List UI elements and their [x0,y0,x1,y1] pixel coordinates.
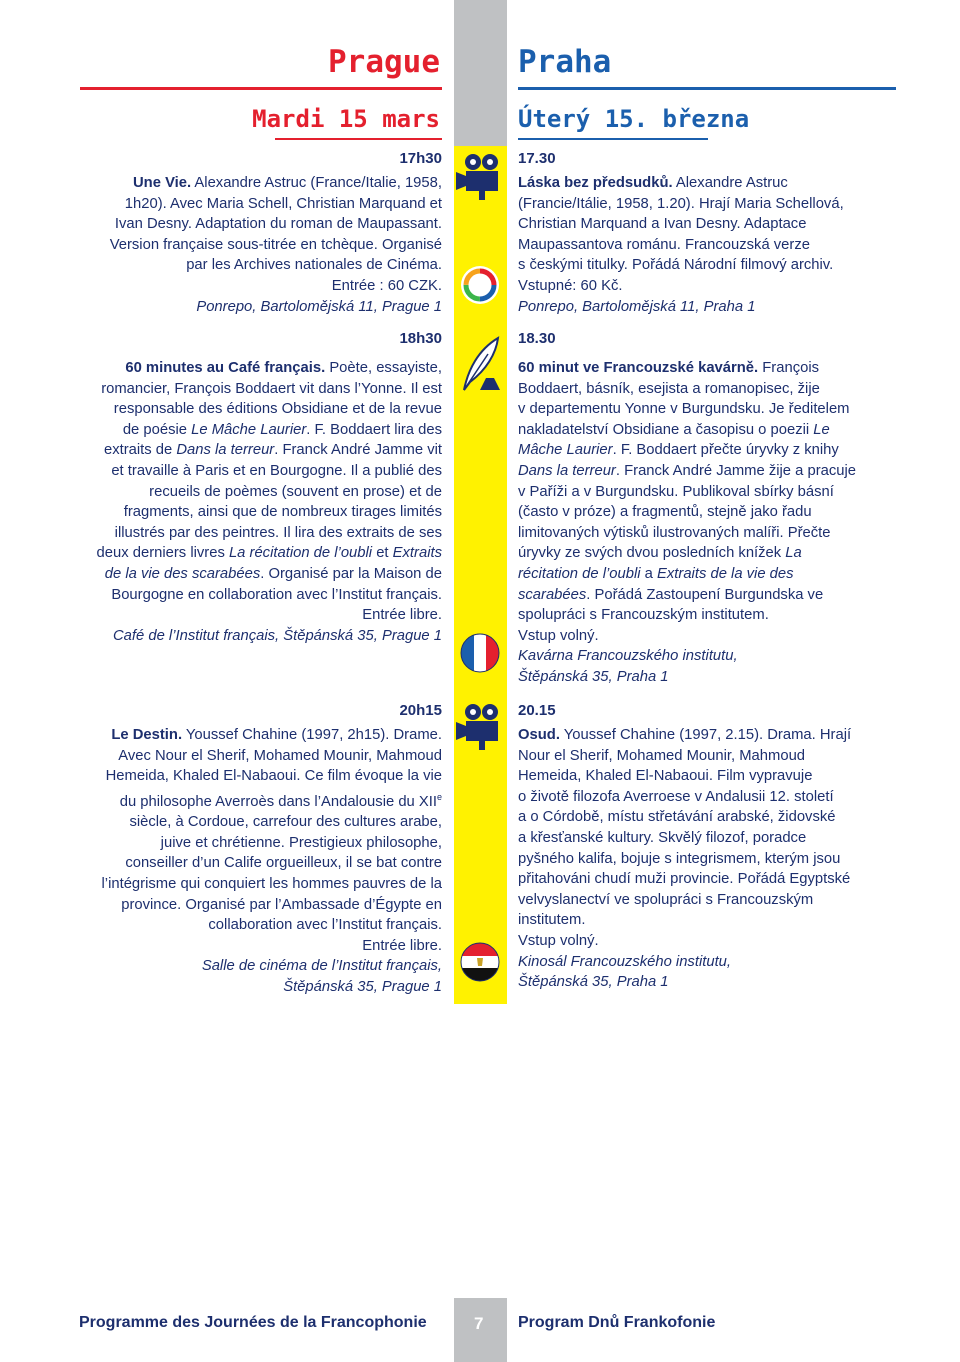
text-line [60,833,442,854]
text-run: Ponrepo, Bartolomějská 11, Prague 1 [196,298,442,315]
film-camera-icon [456,702,508,755]
text-run: conseiller d’un Calife orgueilleux, il se bat contre [125,855,442,872]
text-run: Boddaert, básník, esejista a romanopisec, žije [518,380,820,397]
text-line [60,564,442,585]
text-run: Entrée libre. [362,607,442,624]
text-line [60,235,442,256]
text-line [518,297,900,318]
text-line [518,646,900,667]
text-run: siècle, à Cordoue, carrefour des cultures arabe, [129,814,442,831]
text-line [60,746,442,767]
text-line [60,956,442,977]
text-run: Bourgogne en collaboration avec l’Institut français. [111,586,442,603]
text-line [518,828,900,849]
text-run: Le [813,421,830,438]
text-run: Dans la terreur [176,442,275,459]
text-run: récitation de l’oubli [518,565,641,582]
text-line [60,297,442,318]
text-line [518,399,900,420]
event-time: 20.15 [518,702,556,719]
text-run: Osud. [518,727,560,743]
text-run: přitahováni chudí muži provincie. Pořádá Egyptské [518,871,851,888]
text-run: a o Córdobě, místu střetávání arabské, židovské [518,809,836,826]
text-run: . Franck André Jamme žije a pracuje [615,462,857,479]
text-run: François [758,360,820,376]
text-line [60,936,442,957]
city-title-right: Praha [518,44,612,80]
text-line [60,812,442,833]
text-line [60,874,442,895]
footer-right-title: Program Dnů Frankofonie [518,1314,716,1331]
text-line [60,255,442,276]
text-run: illustrés par des peintres. Il lira des extraits de ses [114,524,442,541]
text-line [518,869,900,890]
date-heading-right: Úterý 15. března [518,105,750,133]
text-run: Le Mâche Laurier [191,421,307,438]
date-rule-left [275,138,442,140]
text-run: Štěpánská 35, Praha 1 [518,668,669,685]
event-time: 18.30 [518,330,556,347]
text-run: responsable des éditions Obsidiane et de la revue [113,401,442,418]
text-line [518,440,900,461]
text-run: a křesťanské kultury. Skvělý filozof, poradce [518,829,807,846]
event-time: 18h30 [399,330,442,347]
text-run: La [785,545,802,562]
text-run: v departementu Yonne v Burgundsku. Je ředitelem [518,401,850,418]
text-line [518,952,900,973]
text-run: Extraits de la vie des [657,565,794,582]
text-run: . Franck André Jamme vit [274,442,442,459]
text-run: romancier, François Boddaert vit dans l’Yonne. Il est [101,380,442,397]
event-time: 17.30 [518,150,556,167]
text-run: Vstup volný. [518,627,599,644]
text-line [60,895,442,916]
text-run: Vstupné: 60 Kč. [518,277,623,294]
circular-logo-icon [460,265,500,310]
text-line [518,379,900,400]
text-run: 60 minutes au Café français. [125,360,326,376]
text-line [518,890,900,911]
event-time: 20h15 [399,702,442,719]
text-line [60,276,442,297]
text-run: úryvky ze svých dvou posledních knížek [518,545,786,562]
text-run: spolupráci s Francouzským institutem. [518,607,769,624]
text-run: Entrée libre. [362,937,442,954]
text-run: recueils de poèmes (souvent en prose) et de [149,483,442,500]
text-run: nakladatelství Obsidiane a časopisu o poezii [518,421,814,438]
text-line [518,564,900,585]
center-band-grey [454,0,507,146]
text-line [60,543,442,564]
text-run: de poésie [122,421,192,438]
text-line [518,358,900,379]
quill-ink-icon [458,336,506,397]
text-run: Štěpánská 35, Praha 1 [518,974,669,991]
text-run: Café de l’Institut français, Štěpánská 35, Prague 1 [112,627,442,644]
text-run: et [372,545,393,562]
text-run: s českými titulky. Pořádá Národní filmový archiv. [518,257,834,274]
text-line [518,807,900,828]
text-line [518,626,900,647]
text-run: Maupassantova románu. Francouzská verze [518,236,810,253]
text-run: . F. Boddaert přečte úryvky z knihy [612,442,839,459]
text-line [60,523,442,544]
text-line [60,605,442,626]
text-run: scarabées [518,586,587,603]
text-line [518,173,900,194]
text-run: . Pořádá Zastoupení Burgundska ve [586,586,824,603]
text-line [518,482,900,503]
text-run: l’intégrisme qui conquiert les hommes pauvres de la [101,876,442,893]
text-line [518,543,900,564]
text-run: Youssef Chahine (1997, 2.15). Drama. Hrají [559,727,852,743]
text-line [60,725,442,746]
text-line [60,379,442,400]
text-line [518,523,900,544]
text-line [518,931,900,952]
text-run: . Organisé par la Maison de [260,565,442,582]
text-run: Láska bez předsudků. [518,175,673,191]
text-line [518,605,900,626]
text-run: pyšného kalifa, bojuje s integrismem, kterým jsou [518,850,841,867]
text-line [518,255,900,276]
text-line [60,766,442,787]
text-run: Ivan Desny. Adaptation du roman de Maupassant. [114,216,442,233]
text-line [60,173,442,194]
text-run: Le Destin. [111,727,183,743]
text-run: Kinosál Francouzského institutu, [518,953,732,970]
text-run: Avec Nour el Sherif, Mohamed Mounir, Mahmoud [118,747,442,764]
text-run: Štěpánská 35, Prague 1 [283,979,442,996]
egyptian-flag-icon [460,942,500,987]
text-run: Youssef Chahine (1997, 2h15). Drame. [182,727,442,743]
text-line [518,746,900,767]
text-line [60,399,442,420]
text-line [60,585,442,606]
text-line [60,853,442,874]
text-run: o životě filozofa Averroese v Andalusii 12. století [518,788,834,805]
film-camera-icon [456,152,508,205]
title-rule-left [80,87,442,90]
text-line [60,358,442,379]
text-line [518,502,900,523]
text-line [518,910,900,931]
text-run: . F. Boddaert lira des [306,421,442,438]
text-line [60,977,442,998]
text-line [60,787,442,813]
text-run: (často v próze) a fragmentů, stejně jako řadu [518,504,812,521]
text-run: Hemeida, Khaled El-Nabaoui. Ce film évoque la vie [105,768,442,785]
text-run: fragments, ainsi que de nombreux tirages limités [123,504,442,521]
event-description [60,358,442,646]
event-description [518,358,900,688]
page-number: 7 [474,1314,484,1333]
text-run: du philosophe Averroès dans l’Andalousie du XII [119,793,437,810]
title-rule-right [518,87,896,90]
text-run: Christian Marquand a Ivan Desny. Adaptace [518,216,807,233]
text-run: Mâche Laurier [518,442,613,459]
text-line [518,461,900,482]
text-run: velvyslanectví ve spolupráci s Francouzským [518,891,814,908]
text-run: Entrée : 60 CZK. [331,277,442,294]
text-run: deux derniers livres [96,545,229,562]
text-run: Kavárna Francouzského institutu, [518,648,738,665]
text-run: province. Organisé par l’Ambassade d’Égypte en [121,896,442,913]
text-line [518,214,900,235]
text-line [518,787,900,808]
text-run: et travaille à Paris et en Bourgogne. Il a publié des [111,462,442,479]
text-run: institutem. [518,912,586,929]
text-run: limitovaných výtisků ilustrovaných malíři. Přečte [518,524,831,541]
text-run: Ponrepo, Bartolomějská 11, Praha 1 [518,298,756,315]
text-line [60,194,442,215]
text-line [60,915,442,936]
text-run: Dans la terreur [518,462,616,479]
footer-left-title: Programme des Journées de la Francophonie [79,1314,427,1331]
text-run: Vstup volný. [518,932,599,949]
text-line [518,667,900,688]
text-run: par les Archives nationales de Cinéma. [186,257,442,274]
text-run: 60 minut ve Francouzské kavárně. [518,360,759,376]
event-description [518,725,900,993]
text-run: a [640,565,658,582]
text-run: Version française sous-titrée en tchèque. Organisé [109,236,442,253]
text-run: La récitation de l’oubli [228,545,373,562]
text-line [518,276,900,297]
text-line [60,626,442,647]
text-run: Salle de cinéma de l’Institut français, [201,958,442,975]
text-run: Nour el Sherif, Mohamed Mounir, Mahmoud [518,747,806,764]
text-line [518,725,900,746]
text-run: Une Vie. [133,175,192,191]
text-run: Hemeida, Khaled El-Nabaoui. Film vypravuje [518,768,813,785]
text-run: e [436,791,442,802]
text-run: 1h20). Avec Maria Schell, Christian Marquand et [124,195,442,212]
city-title-left: Prague [328,44,440,80]
event-time: 17h30 [399,150,442,167]
event-description [518,173,900,317]
text-run: juive et chrétienne. Prestigieux philosophe, [160,834,442,851]
text-line [60,214,442,235]
text-line [60,461,442,482]
text-run: Extraits [392,545,442,562]
text-line [518,194,900,215]
date-heading-left: Mardi 15 mars [252,105,440,133]
french-flag-icon [460,633,500,678]
text-line [518,849,900,870]
text-line [60,420,442,441]
text-line [518,585,900,606]
text-run: extraits de [103,442,177,459]
text-line [60,482,442,503]
text-run: collaboration avec l’Institut français. [208,917,442,934]
text-line [518,420,900,441]
event-description [60,725,442,998]
date-rule-right [518,138,708,140]
text-line [518,972,900,993]
text-line [518,235,900,256]
text-line [518,766,900,787]
text-run: v Paříži a v Burgundsku. Publikoval sbírky básní [518,483,834,500]
text-line [60,440,442,461]
text-run: de la vie des scarabées [104,565,261,582]
text-line [60,502,442,523]
text-run: Alexandre Astruc [672,175,788,191]
event-description [60,173,442,317]
text-run: (Francie/Itálie, 1958, 1.20). Hrají Maria Schellová, [518,195,844,212]
text-run: Poète, essayiste, [325,360,442,376]
text-run: Alexandre Astruc (France/Italie, 1958, [191,175,442,191]
